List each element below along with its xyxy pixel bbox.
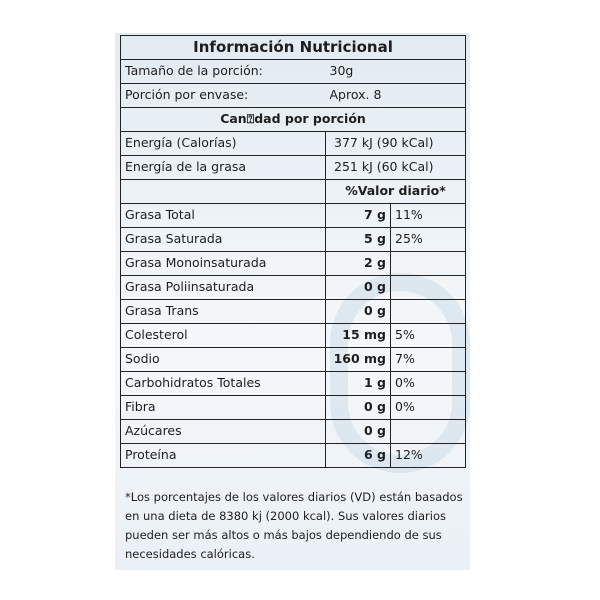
- nutrient-amount: 1 g: [326, 372, 391, 396]
- nutrient-name: Grasa Trans: [121, 300, 326, 324]
- nutrient-name: Grasa Total: [121, 204, 326, 228]
- servings-label: Porción por envase:: [121, 84, 326, 108]
- nutrient-dv: [391, 300, 466, 324]
- energy-label: Energía (Calorías): [121, 132, 326, 156]
- servings-row: [121, 84, 466, 108]
- nutrient-amount: 160 mg: [326, 348, 391, 372]
- table-row: [121, 396, 466, 420]
- nutrient-dv: 12%: [391, 444, 466, 468]
- table-row: [121, 204, 466, 228]
- nutrient-amount: 7 g: [326, 204, 391, 228]
- table-row: [121, 300, 466, 324]
- energy-fat-label: Energía de la grasa: [121, 156, 326, 180]
- nutrient-dv: 5%: [391, 324, 466, 348]
- nutrient-name: Fibra: [121, 396, 326, 420]
- energy-value: 377 kJ (90 kCal): [326, 132, 466, 156]
- nutrient-dv: 0%: [391, 396, 466, 420]
- nutrient-name: Grasa Saturada: [121, 228, 326, 252]
- table-row: [121, 444, 466, 468]
- nutrient-amount: 0 g: [326, 396, 391, 420]
- nutrient-amount: 15 mg: [326, 324, 391, 348]
- nutrient-name: Sodio: [121, 348, 326, 372]
- nutrient-amount: 6 g: [326, 444, 391, 468]
- serving-size-value: 30g: [326, 60, 466, 84]
- serving-size-label: Tamaño de la porción:: [121, 60, 326, 84]
- title-row: [121, 36, 466, 60]
- table-row: [121, 252, 466, 276]
- table-row: [121, 372, 466, 396]
- nutrient-name: Grasa Poliinsaturada: [121, 276, 326, 300]
- nutrient-dv: [391, 420, 466, 444]
- dv-header-row: [121, 180, 466, 204]
- nutrient-name: Colesterol: [121, 324, 326, 348]
- nutrient-amount: 0 g: [326, 300, 391, 324]
- nutrient-amount: 0 g: [326, 276, 391, 300]
- energy-fat-row: [121, 156, 466, 180]
- nutrient-dv: [391, 252, 466, 276]
- per-serving-header: Can⍰dad por porción: [121, 108, 466, 132]
- nutrition-table: [120, 35, 466, 468]
- table-row: [121, 420, 466, 444]
- nutrient-dv: 11%: [391, 204, 466, 228]
- nutrient-amount: 0 g: [326, 420, 391, 444]
- nutrient-amount: 5 g: [326, 228, 391, 252]
- per-serving-row: [121, 108, 466, 132]
- table-row: [121, 348, 466, 372]
- nutrient-dv: 25%: [391, 228, 466, 252]
- servings-value: Aprox. 8: [326, 84, 466, 108]
- nutrient-dv: 0%: [391, 372, 466, 396]
- nutrient-name: Azúcares: [121, 420, 326, 444]
- nutrient-amount: 2 g: [326, 252, 391, 276]
- nutrient-name: Grasa Monoinsaturada: [121, 252, 326, 276]
- nutrient-dv: [391, 276, 466, 300]
- nutrition-label: [115, 33, 470, 570]
- serving-size-row: [121, 60, 466, 84]
- label-title: Información Nutricional: [121, 36, 466, 60]
- nutrient-dv: 7%: [391, 348, 466, 372]
- dv-header: %Valor diario*: [326, 180, 466, 204]
- table-row: [121, 276, 466, 300]
- table-row: [121, 324, 466, 348]
- footnote: *Los porcentajes de los valores diarios (VD) están basados en una dieta de 8380 kj (2000 kcal). Sus valores diarios pueden ser más altos o más bajos dependiendo de sus necesidades calóricas.: [125, 490, 463, 561]
- energy-fat-value: 251 kJ (60 kCal): [326, 156, 466, 180]
- dv-header-spacer: [121, 180, 326, 204]
- nutrient-name: Proteína: [121, 444, 326, 468]
- nutrient-name: Carbohidratos Totales: [121, 372, 326, 396]
- table-row: [121, 228, 466, 252]
- energy-row: [121, 132, 466, 156]
